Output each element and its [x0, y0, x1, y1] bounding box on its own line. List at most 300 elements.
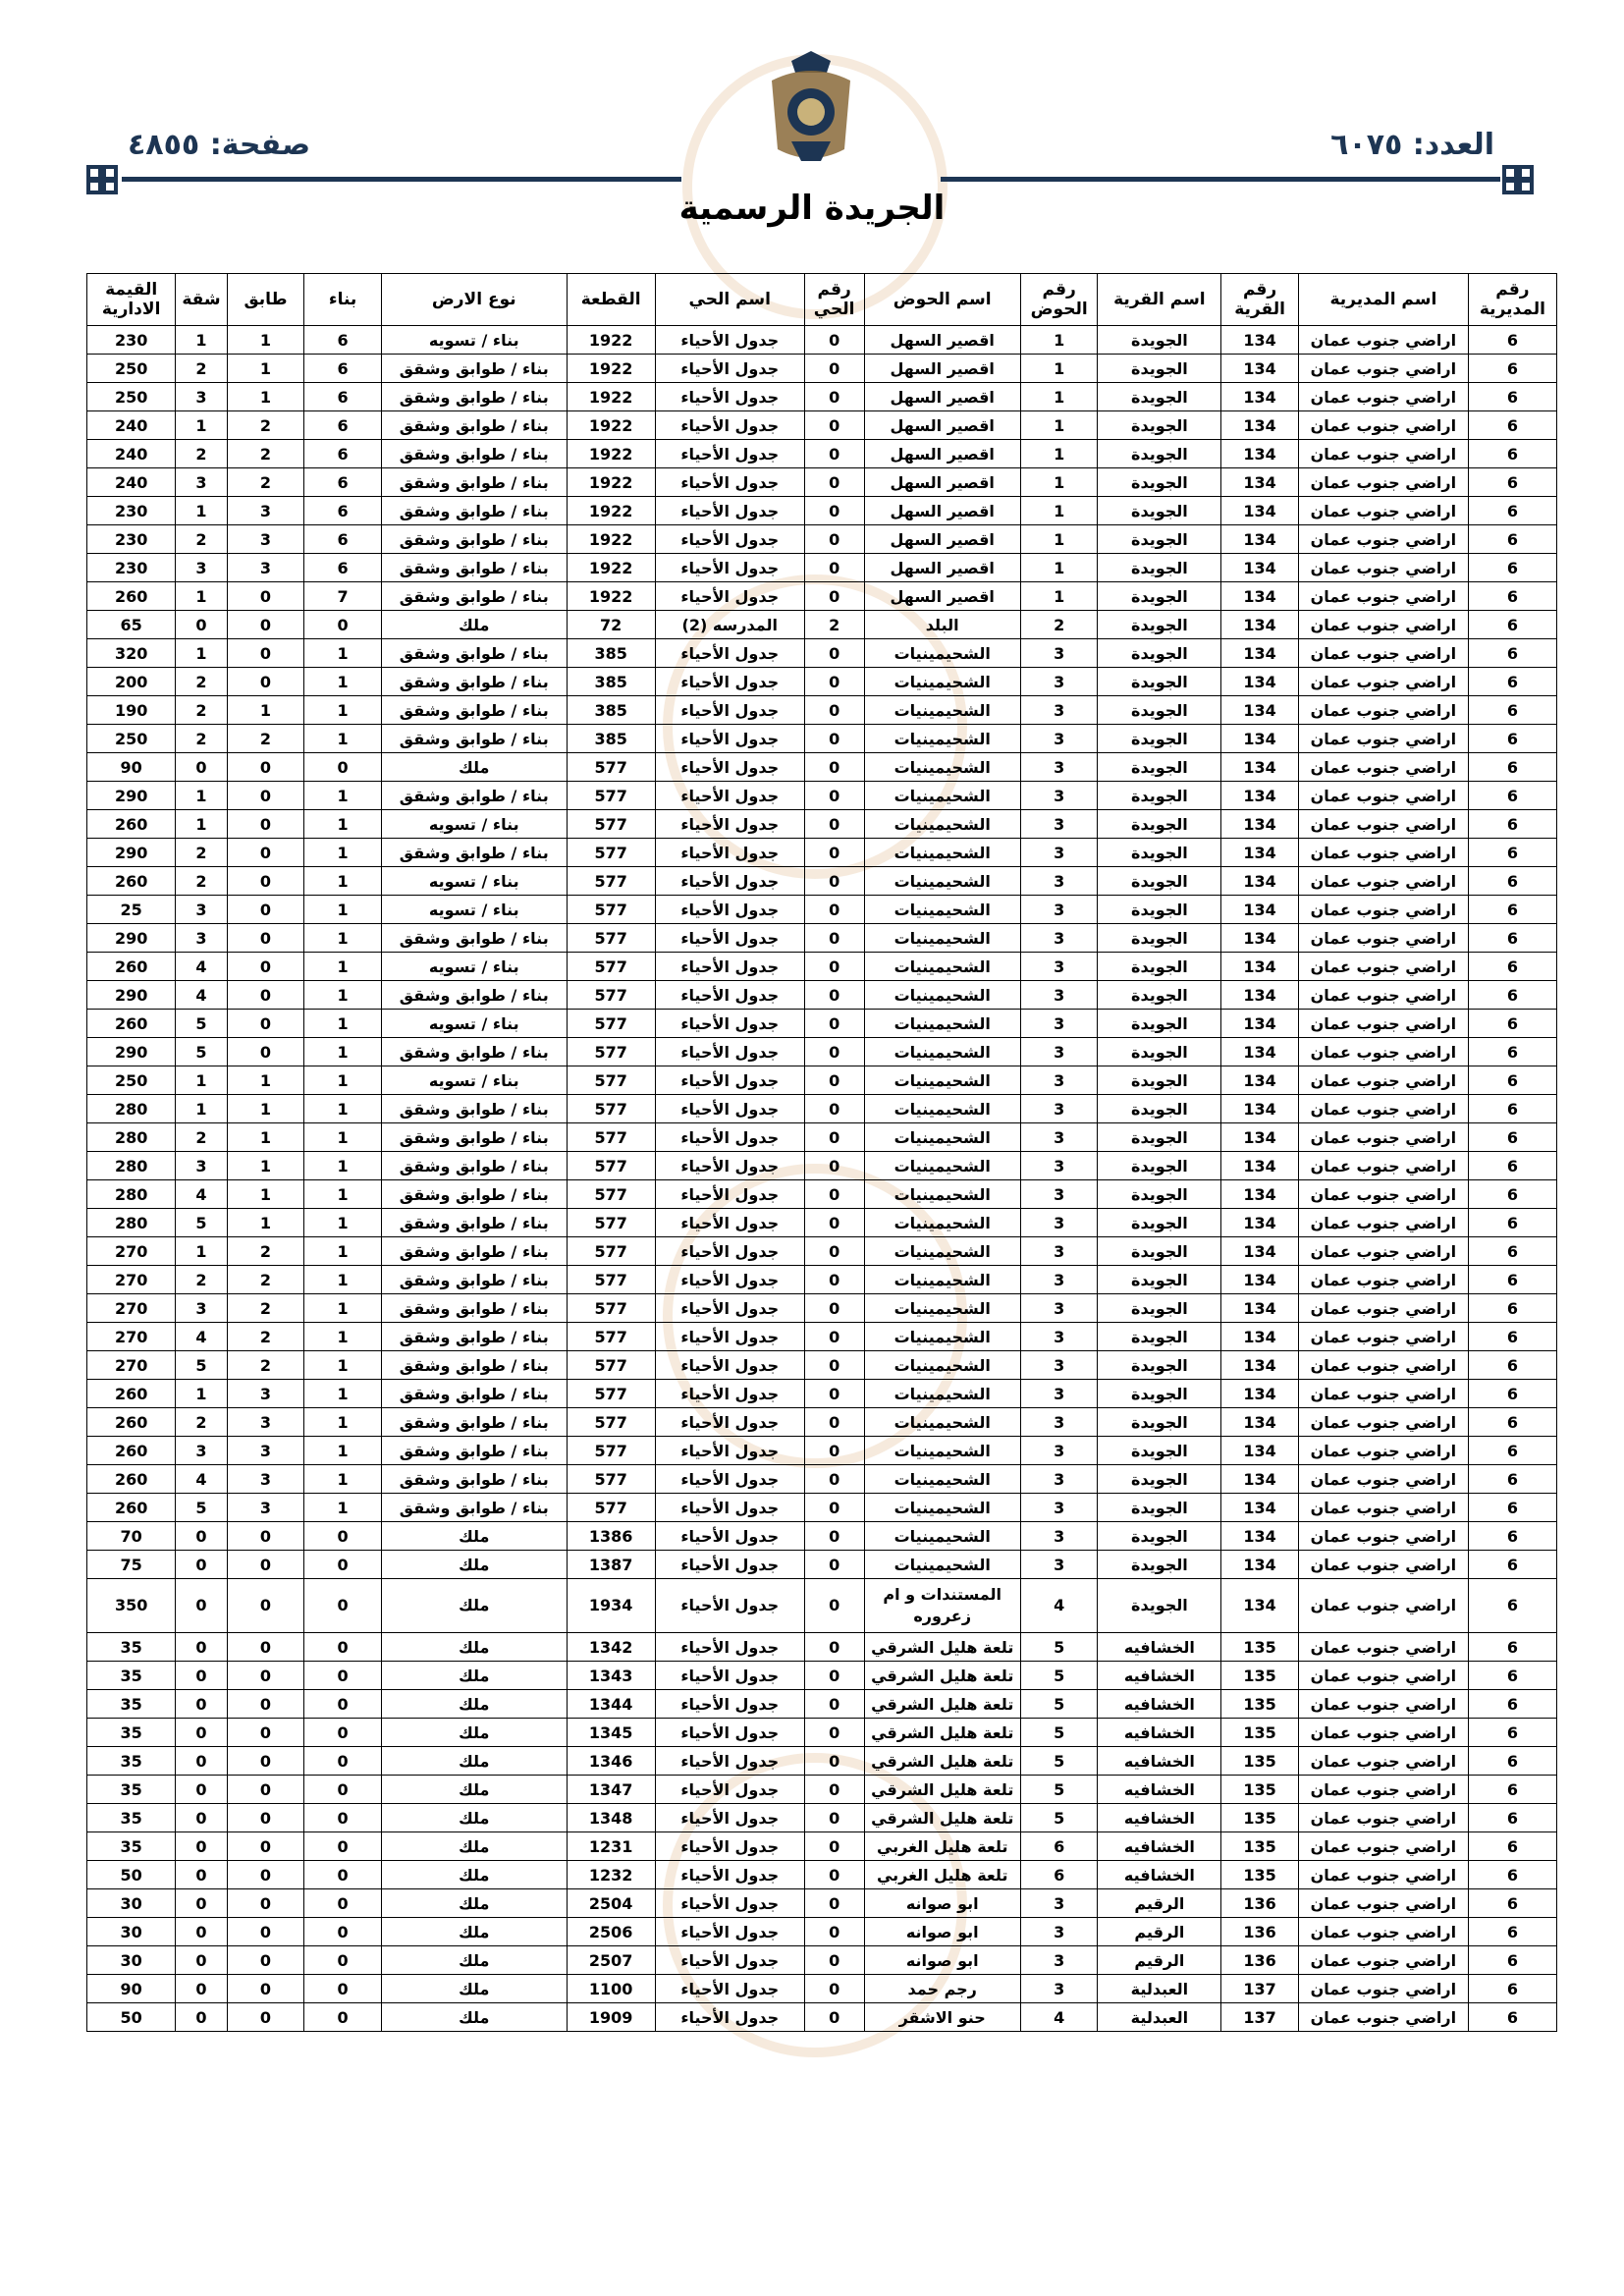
table-cell: 2	[227, 411, 304, 440]
table-cell: 2	[1020, 611, 1098, 639]
table-cell: اراضي جنوب عمان	[1298, 1662, 1468, 1690]
table-cell: 134	[1221, 1266, 1299, 1294]
table-cell: 260	[87, 1408, 176, 1437]
table-cell: جدول الأحياء	[655, 1918, 804, 1946]
table-cell: 0	[176, 1579, 227, 1633]
table-cell: 0	[804, 1918, 864, 1946]
table-cell: اراضي جنوب عمان	[1298, 440, 1468, 468]
table-row	[87, 355, 1557, 383]
table-cell: اراضي جنوب عمان	[1298, 725, 1468, 753]
table-cell: 134	[1221, 611, 1299, 639]
table-cell: 0	[176, 1889, 227, 1918]
table-cell: 134	[1221, 753, 1299, 782]
table-cell: جدول الأحياء	[655, 1066, 804, 1095]
table-cell: 6	[1468, 725, 1556, 753]
table-cell: 0	[804, 355, 864, 383]
table-cell: 6	[1468, 1551, 1556, 1579]
table-cell: 134	[1221, 1010, 1299, 1038]
table-cell: 1386	[567, 1522, 655, 1551]
table-cell: اراضي جنوب عمان	[1298, 1579, 1468, 1633]
table-cell: 0	[804, 1633, 864, 1662]
table-cell: الشحيمينيات	[864, 782, 1020, 810]
table-cell: بناء / طوابق وشقق	[381, 1095, 567, 1123]
table-cell: اراضي جنوب عمان	[1298, 1551, 1468, 1579]
table-cell: المدرسه (2)	[655, 611, 804, 639]
table-cell: 6	[1468, 1437, 1556, 1465]
table-cell: الجويدة	[1098, 810, 1221, 839]
table-cell: 6	[1468, 981, 1556, 1010]
table-cell: 1387	[567, 1551, 655, 1579]
table-cell: الجويدة	[1098, 1380, 1221, 1408]
table-cell: 0	[804, 953, 864, 981]
table-cell: اراضي جنوب عمان	[1298, 1522, 1468, 1551]
table-cell: 260	[87, 810, 176, 839]
table-cell: 25	[87, 896, 176, 924]
table-cell: الشحيمينيات	[864, 1010, 1020, 1038]
table-cell: 577	[567, 1095, 655, 1123]
table-cell: 0	[176, 1918, 227, 1946]
table-cell: الشحيمينيات	[864, 1437, 1020, 1465]
table-row	[87, 1437, 1557, 1465]
table-cell: اراضي جنوب عمان	[1298, 1152, 1468, 1180]
table-cell: 0	[804, 981, 864, 1010]
header-rule-left	[122, 177, 681, 182]
coat-of-arms-icon	[762, 51, 860, 169]
table-cell: اقصير السهل	[864, 326, 1020, 355]
table-cell: بناء / تسويه	[381, 1066, 567, 1095]
table-row	[87, 411, 1557, 440]
table-cell: 0	[804, 1266, 864, 1294]
table-row	[87, 1294, 1557, 1323]
table-cell: 3	[1020, 1010, 1098, 1038]
table-cell: جدول الأحياء	[655, 1152, 804, 1180]
table-cell: جدول الأحياء	[655, 2003, 804, 2032]
table-cell: 3	[1020, 753, 1098, 782]
table-cell: 1	[304, 896, 382, 924]
table-cell: 0	[804, 1095, 864, 1123]
table-cell: 0	[304, 1633, 382, 1662]
table-row	[87, 953, 1557, 981]
table-cell: 0	[804, 1294, 864, 1323]
table-cell: 1922	[567, 411, 655, 440]
table-cell: 134	[1221, 1380, 1299, 1408]
table-cell: 3	[176, 468, 227, 497]
table-cell: 0	[804, 725, 864, 753]
table-cell: 6	[1468, 1095, 1556, 1123]
table-cell: 134	[1221, 355, 1299, 383]
table-header-row	[87, 274, 1557, 326]
table-cell: 3	[1020, 1209, 1098, 1237]
table-cell: 2	[176, 668, 227, 696]
table-cell: الجويدة	[1098, 1351, 1221, 1380]
table-cell: 134	[1221, 782, 1299, 810]
table-cell: 3	[176, 383, 227, 411]
table-row	[87, 810, 1557, 839]
table-cell: 6	[1468, 1465, 1556, 1494]
table-cell: 1	[304, 1209, 382, 1237]
table-cell: 0	[227, 2003, 304, 2032]
table-cell: 1	[304, 1123, 382, 1152]
table-cell: اراضي جنوب عمان	[1298, 1804, 1468, 1832]
table-cell: الشحيمينيات	[864, 924, 1020, 953]
table-cell: 250	[87, 725, 176, 753]
table-cell: 1	[227, 1180, 304, 1209]
table-cell: 3	[1020, 668, 1098, 696]
table-cell: 3	[1020, 1294, 1098, 1323]
table-cell: 0	[804, 1437, 864, 1465]
table-cell: 6	[1468, 1380, 1556, 1408]
table-cell: 270	[87, 1351, 176, 1380]
table-cell: 6	[1468, 1690, 1556, 1719]
table-cell: 134	[1221, 1180, 1299, 1209]
table-cell: 3	[1020, 1494, 1098, 1522]
table-cell: 6	[1468, 696, 1556, 725]
table-cell: 4	[176, 1323, 227, 1351]
table-cell: الشحيمينيات	[864, 810, 1020, 839]
table-cell: 0	[304, 1918, 382, 1946]
table-cell: 260	[87, 1437, 176, 1465]
table-cell: جدول الأحياء	[655, 1832, 804, 1861]
table-cell: 1922	[567, 326, 655, 355]
table-cell: 3	[1020, 839, 1098, 867]
table-cell: 577	[567, 1294, 655, 1323]
table-cell: جدول الأحياء	[655, 355, 804, 383]
table-cell: 0	[804, 1579, 864, 1633]
table-cell: الجويدة	[1098, 1494, 1221, 1522]
table-cell: جدول الأحياء	[655, 725, 804, 753]
table-cell: جدول الأحياء	[655, 810, 804, 839]
table-cell: 3	[1020, 696, 1098, 725]
table-cell: 4	[176, 981, 227, 1010]
table-cell: 6	[1468, 1946, 1556, 1975]
table-cell: 2	[227, 725, 304, 753]
table-cell: 1344	[567, 1690, 655, 1719]
table-cell: بناء / تسويه	[381, 326, 567, 355]
table-cell: 3	[1020, 924, 1098, 953]
table-cell: 0	[227, 1662, 304, 1690]
table-cell: اراضي جنوب عمان	[1298, 953, 1468, 981]
header-rule-right	[941, 177, 1500, 182]
table-cell: 5	[1020, 1804, 1098, 1832]
table-cell: جدول الأحياء	[655, 1294, 804, 1323]
table-cell: 0	[804, 525, 864, 554]
table-cell: 0	[227, 582, 304, 611]
table-cell: 6	[1468, 753, 1556, 782]
table-cell: بناء / طوابق وشقق	[381, 355, 567, 383]
table-cell: ملك	[381, 1522, 567, 1551]
table-cell: 0	[804, 497, 864, 525]
table-cell: الشحيمينيات	[864, 1380, 1020, 1408]
table-cell: 6	[1468, 924, 1556, 953]
table-cell: 1	[176, 411, 227, 440]
table-cell: 0	[804, 1038, 864, 1066]
table-cell: ابو صوانه	[864, 1889, 1020, 1918]
table-cell: 2507	[567, 1946, 655, 1975]
gazette-title: الجريدة الرسمية	[678, 189, 946, 228]
table-cell: جدول الأحياء	[655, 468, 804, 497]
table-cell: اراضي جنوب عمان	[1298, 782, 1468, 810]
table-cell: 1	[1020, 497, 1098, 525]
table-row	[87, 440, 1557, 468]
table-cell: 2	[227, 1351, 304, 1380]
table-cell: اراضي جنوب عمان	[1298, 1351, 1468, 1380]
table-row	[87, 1095, 1557, 1123]
table-cell: 6	[1468, 1662, 1556, 1690]
table-cell: 0	[176, 1861, 227, 1889]
table-cell: 577	[567, 810, 655, 839]
table-cell: اقصير السهل	[864, 582, 1020, 611]
table-cell: 1	[304, 839, 382, 867]
table-cell: 1	[176, 497, 227, 525]
table-cell: 70	[87, 1522, 176, 1551]
table-cell: 0	[304, 1776, 382, 1804]
table-cell: 6	[304, 326, 382, 355]
table-cell: 0	[176, 1633, 227, 1662]
table-cell: 3	[1020, 1918, 1098, 1946]
table-cell: 134	[1221, 896, 1299, 924]
table-cell: جدول الأحياء	[655, 554, 804, 582]
table-cell: 3	[227, 554, 304, 582]
table-cell: بناء / طوابق وشقق	[381, 639, 567, 668]
table-cell: اراضي جنوب عمان	[1298, 1719, 1468, 1747]
table-cell: الشحيمينيات	[864, 867, 1020, 896]
table-cell: 2	[804, 611, 864, 639]
table-cell: جدول الأحياء	[655, 440, 804, 468]
table-cell: 577	[567, 1380, 655, 1408]
table-cell: اراضي جنوب عمان	[1298, 867, 1468, 896]
table-cell: 0	[304, 1662, 382, 1690]
table-cell: 1345	[567, 1719, 655, 1747]
table-cell: 6	[304, 497, 382, 525]
table-cell: 0	[227, 1010, 304, 1038]
table-cell: 0	[304, 1579, 382, 1633]
table-row	[87, 1804, 1557, 1832]
table-cell: جدول الأحياء	[655, 1719, 804, 1747]
table-cell: 1	[176, 1095, 227, 1123]
table-cell: جدول الأحياء	[655, 782, 804, 810]
table-cell: اراضي جنوب عمان	[1298, 1380, 1468, 1408]
table-cell: 1	[304, 810, 382, 839]
table-cell: 2	[227, 1294, 304, 1323]
table-cell: 385	[567, 668, 655, 696]
table-cell: 250	[87, 355, 176, 383]
table-cell: جدول الأحياء	[655, 1038, 804, 1066]
table-cell: 260	[87, 582, 176, 611]
table-cell: 30	[87, 1889, 176, 1918]
table-cell: اراضي جنوب عمان	[1298, 753, 1468, 782]
table-cell: جدول الأحياء	[655, 953, 804, 981]
table-cell: 260	[87, 1010, 176, 1038]
table-cell: 0	[176, 1946, 227, 1975]
table-cell: 0	[227, 924, 304, 953]
table-cell: 1	[1020, 440, 1098, 468]
table-cell: 0	[804, 1465, 864, 1494]
table-cell: 0	[227, 668, 304, 696]
table-cell: 135	[1221, 1832, 1299, 1861]
table-cell: 0	[804, 1351, 864, 1380]
table-cell: 0	[804, 1832, 864, 1861]
table-cell: بناء / طوابق وشقق	[381, 1266, 567, 1294]
table-cell: 577	[567, 1237, 655, 1266]
table-cell: الشحيمينيات	[864, 1494, 1020, 1522]
table-cell: 72	[567, 611, 655, 639]
table-cell: 3	[1020, 1889, 1098, 1918]
table-cell: 0	[804, 1010, 864, 1038]
table-row	[87, 1038, 1557, 1066]
table-cell: بناء / طوابق وشقق	[381, 1323, 567, 1351]
table-cell: جدول الأحياء	[655, 1010, 804, 1038]
table-cell: الجويدة	[1098, 1066, 1221, 1095]
table-cell: بناء / طوابق وشقق	[381, 839, 567, 867]
table-cell: 6	[1468, 1776, 1556, 1804]
table-cell: الجويدة	[1098, 867, 1221, 896]
table-cell: 0	[227, 1946, 304, 1975]
table-cell: اراضي جنوب عمان	[1298, 1889, 1468, 1918]
table-cell: اراضي جنوب عمان	[1298, 1095, 1468, 1123]
table-row	[87, 668, 1557, 696]
table-cell: 6	[304, 383, 382, 411]
table-cell: 280	[87, 1180, 176, 1209]
table-row	[87, 1861, 1557, 1889]
table-cell: 577	[567, 1408, 655, 1437]
table-cell: الجويدة	[1098, 326, 1221, 355]
table-cell: الجويدة	[1098, 1123, 1221, 1152]
table-cell: 3	[176, 896, 227, 924]
table-cell: اراضي جنوب عمان	[1298, 924, 1468, 953]
table-cell: 6	[1468, 411, 1556, 440]
table-cell: جدول الأحياء	[655, 1690, 804, 1719]
table-cell: 1909	[567, 2003, 655, 2032]
table-row	[87, 497, 1557, 525]
table-cell: ملك	[381, 1662, 567, 1690]
table-cell: 0	[227, 1579, 304, 1633]
table-row	[87, 1266, 1557, 1294]
table-cell: اراضي جنوب عمان	[1298, 668, 1468, 696]
table-cell: 385	[567, 725, 655, 753]
table-cell: 0	[804, 1946, 864, 1975]
table-cell: 6	[1468, 497, 1556, 525]
table-cell: 1	[1020, 411, 1098, 440]
table-cell: 0	[304, 2003, 382, 2032]
table-cell: ابو صوانه	[864, 1918, 1020, 1946]
table-cell: بناء / طوابق وشقق	[381, 582, 567, 611]
table-cell: 134	[1221, 1437, 1299, 1465]
column-header: رقم الحوض	[1020, 274, 1098, 326]
table-cell: 1	[227, 1123, 304, 1152]
table-cell: 1	[227, 1209, 304, 1237]
table-cell: بناء / طوابق وشقق	[381, 554, 567, 582]
table-cell: 1	[227, 696, 304, 725]
table-cell: 0	[804, 668, 864, 696]
table-row	[87, 2003, 1557, 2032]
table-cell: الجويدة	[1098, 440, 1221, 468]
table-cell: 6	[1468, 468, 1556, 497]
table-cell: اراضي جنوب عمان	[1298, 896, 1468, 924]
table-cell: اقصير السهل	[864, 355, 1020, 383]
table-cell: 134	[1221, 1237, 1299, 1266]
table-cell: 1100	[567, 1975, 655, 2003]
table-row	[87, 326, 1557, 355]
table-cell: 6	[1468, 1747, 1556, 1776]
table-cell: 3	[227, 1380, 304, 1408]
table-cell: 5	[1020, 1662, 1098, 1690]
table-cell: 6	[304, 355, 382, 383]
table-cell: الشحيمينيات	[864, 1209, 1020, 1237]
table-cell: 135	[1221, 1804, 1299, 1832]
table-row	[87, 639, 1557, 668]
table-cell: 134	[1221, 1038, 1299, 1066]
table-cell: 260	[87, 953, 176, 981]
table-cell: 240	[87, 468, 176, 497]
table-cell: ملك	[381, 1633, 567, 1662]
table-cell: 0	[304, 1551, 382, 1579]
table-cell: بناء / طوابق وشقق	[381, 468, 567, 497]
table-cell: الخشافيه	[1098, 1662, 1221, 1690]
table-cell: 0	[804, 411, 864, 440]
table-cell: الخشافيه	[1098, 1633, 1221, 1662]
table-cell: 0	[227, 1804, 304, 1832]
land-valuation-table	[86, 273, 1557, 2032]
table-cell: 136	[1221, 1889, 1299, 1918]
table-cell: الجويدة	[1098, 525, 1221, 554]
table-cell: 3	[1020, 896, 1098, 924]
table-cell: 0	[227, 867, 304, 896]
table-cell: 6	[1468, 326, 1556, 355]
table-cell: 1	[227, 355, 304, 383]
table-cell: 0	[227, 782, 304, 810]
table-cell: 2	[176, 1408, 227, 1437]
table-row	[87, 1066, 1557, 1095]
table-cell: اراضي جنوب عمان	[1298, 326, 1468, 355]
table-cell: الخشافيه	[1098, 1861, 1221, 1889]
table-cell: اراضي جنوب عمان	[1298, 1946, 1468, 1975]
table-cell: 290	[87, 1038, 176, 1066]
table-cell: اراضي جنوب عمان	[1298, 1010, 1468, 1038]
table-cell: 577	[567, 1465, 655, 1494]
table-cell: اراضي جنوب عمان	[1298, 1408, 1468, 1437]
table-cell: الشحيمينيات	[864, 953, 1020, 981]
table-cell: 0	[176, 2003, 227, 2032]
table-cell: 0	[176, 1804, 227, 1832]
table-cell: 1922	[567, 582, 655, 611]
table-cell: جدول الأحياء	[655, 1266, 804, 1294]
table-cell: 0	[804, 1180, 864, 1209]
table-cell: 1	[1020, 326, 1098, 355]
table-cell: الشحيمينيات	[864, 1323, 1020, 1351]
table-cell: الجويدة	[1098, 1209, 1221, 1237]
table-cell: 35	[87, 1719, 176, 1747]
table-cell: 0	[804, 1776, 864, 1804]
table-cell: الشحيمينيات	[864, 1180, 1020, 1209]
table-cell: تلعة هليل الشرقي	[864, 1776, 1020, 1804]
table-cell: رجم حمد	[864, 1975, 1020, 2003]
table-cell: الشحيمينيات	[864, 1408, 1020, 1437]
table-row	[87, 1662, 1557, 1690]
table-cell: 134	[1221, 326, 1299, 355]
table-cell: 134	[1221, 1123, 1299, 1152]
table-cell: الشحيمينيات	[864, 1123, 1020, 1152]
table-cell: 577	[567, 1437, 655, 1465]
table-cell: جدول الأحياء	[655, 1776, 804, 1804]
table-cell: ملك	[381, 1719, 567, 1747]
table-row	[87, 1123, 1557, 1152]
table-cell: 0	[804, 582, 864, 611]
table-cell: 1	[304, 1266, 382, 1294]
table-cell: جدول الأحياء	[655, 1465, 804, 1494]
column-header: اسم القرية	[1098, 274, 1221, 326]
table-cell: جدول الأحياء	[655, 1551, 804, 1579]
table-row	[87, 1975, 1557, 2003]
